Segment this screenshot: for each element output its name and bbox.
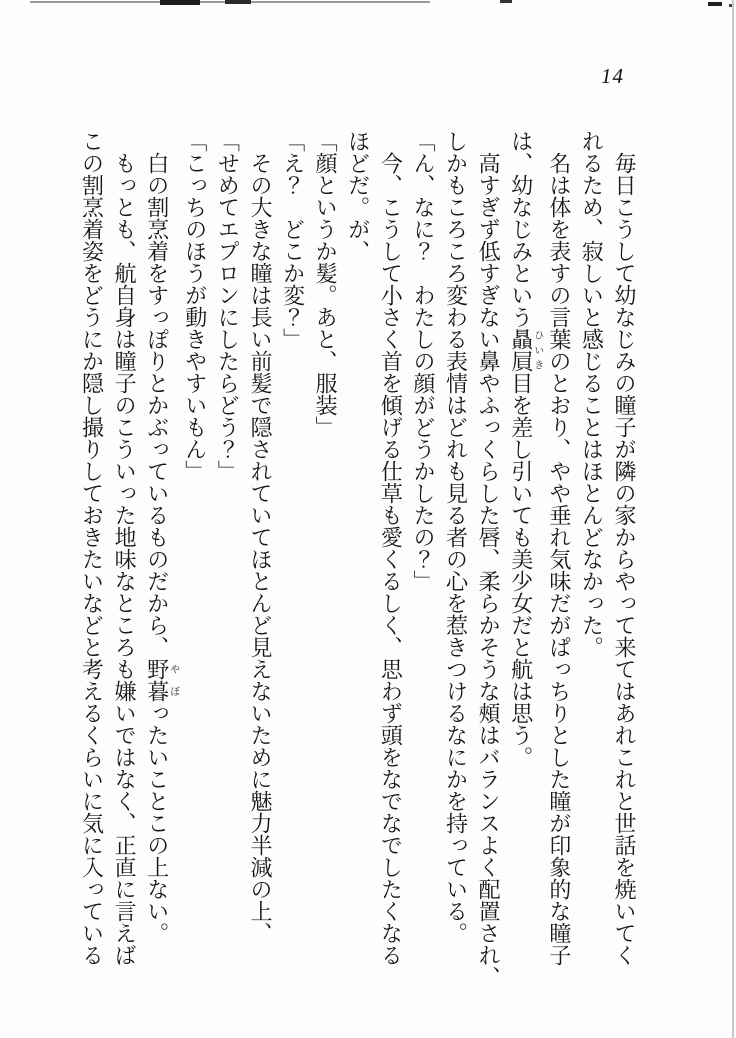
ruby-annotated-word: 贔屓ひいき [508, 328, 543, 372]
text-column: 高すぎず低すぎない鼻やふっくらした唇、柔らかそうな頰はバランスよく配置され、 [476, 152, 502, 988]
text-column: この割烹着姿をどうにか隠し撮りしておきたいなどと考えるくらいに気に入っている [79, 130, 105, 966]
text-column: 毎日こうして幼なじみの瞳子が隣の家からやって来てはあれこれと世話を焼いてく [612, 152, 637, 966]
scan-artifact-corner-dot [729, 4, 733, 7]
text-column: 名は体を表すの言葉のとおり、やや垂れ気味だがぱっちりとした瞳が印象的な瞳子 [546, 152, 572, 966]
text-column: 「ん、なに？ わたしの顔がどうかしたの？」 [410, 130, 436, 592]
scan-artifact-corner-mark [708, 2, 722, 6]
text-column: ほどだ。が、 [345, 130, 371, 262]
scan-artifact-dark-blob-2 [225, 0, 251, 4]
text-column: は、幼なじみという贔屓ひいき目を差し引いても美少女だと航は思う。 [508, 130, 543, 768]
text-column: その大きな瞳は長い前髪で隠されていてほとんど見えないために魅力半減の上、 [247, 152, 273, 944]
page-number: 14 [601, 64, 624, 88]
text-column: 今、こうして小さく首を傾げる仕草も愛くるしく、思わず頭をなでなでしたくなる [378, 152, 404, 966]
text-column: 「こっちのほうが動きやすいもん」 [182, 130, 208, 482]
text-column: 白の割烹着をすっぽりとかぶっているものだから、野暮やぼったいことこの上ない。 [144, 152, 179, 944]
scan-artifact-right-edge [732, 0, 734, 1038]
text-column: しかもころころ変わる表情はどれも見る者の心を惹きつけるなにかを持っている。 [443, 130, 469, 944]
scan-artifact-dark-blob [160, 0, 200, 5]
text-column: 「え？ どこか変？」 [280, 130, 306, 350]
ruby-annotated-word: 野暮やぼ [144, 658, 179, 702]
text-column: 「顔というか髪。あと、服装」 [313, 130, 339, 438]
scan-artifact-top-line [30, 1, 430, 3]
text-column: もっとも、航自身は瞳子のこういった地味なところも嫌いではなく、正直に言えば [112, 152, 138, 966]
text-column: 「せめてエプロンにしたらどう？」 [215, 130, 241, 482]
scan-artifact-dash [500, 0, 512, 3]
vertical-text-block [75, 130, 640, 988]
text-column: れるため、寂しいと感じることはほとんどなかった。 [579, 130, 605, 658]
